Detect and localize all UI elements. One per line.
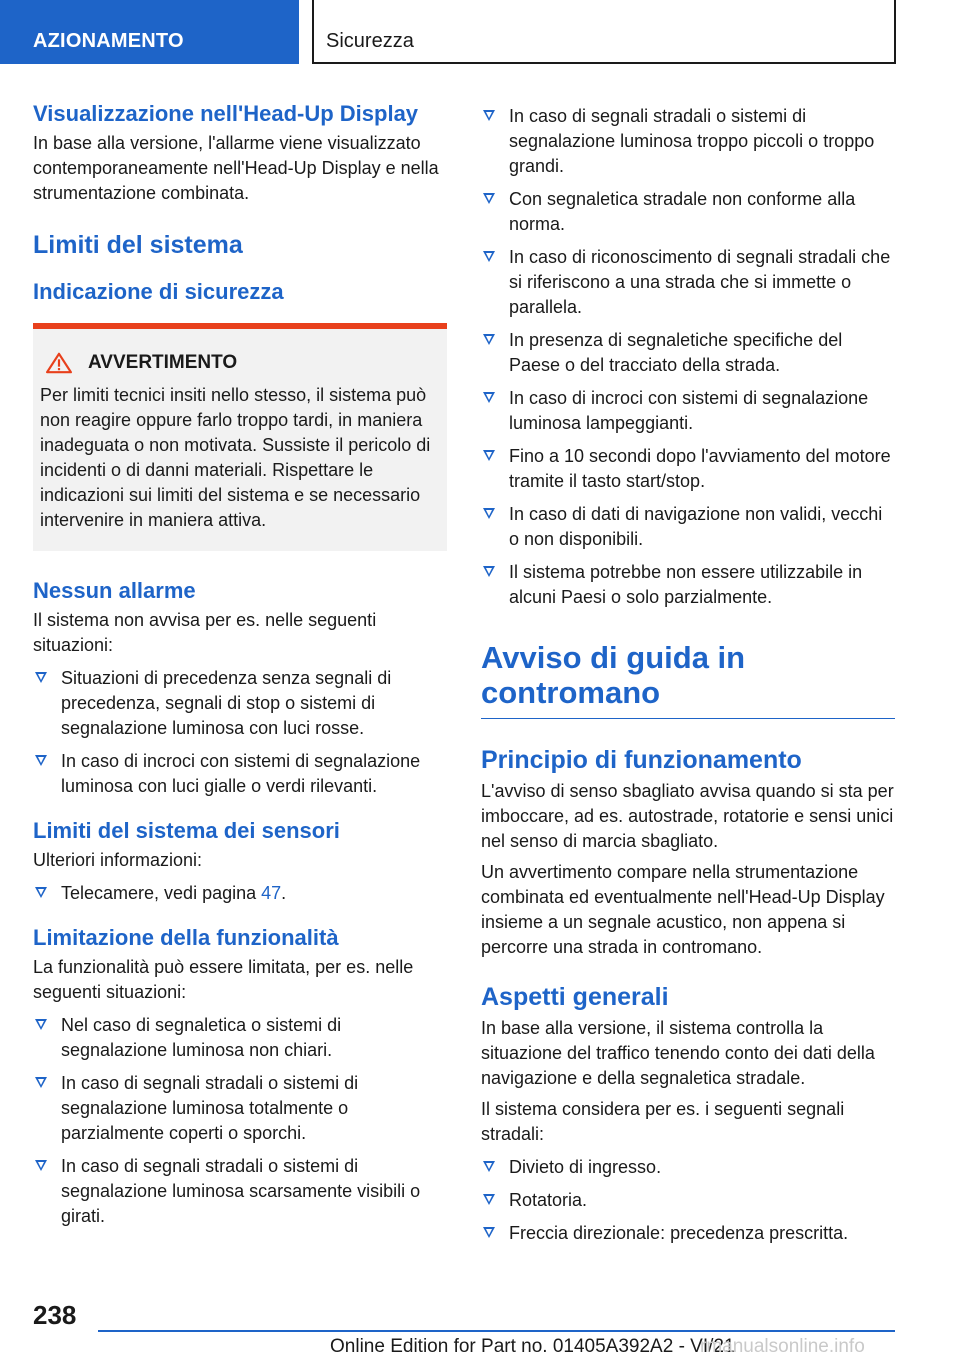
principle-paragraph-1: L'avviso di senso sbagliato avvisa quando si sta per imboccare, ad es. autostrade, rotatorie e sensi unici nel senso di marcia sbagliato. [481,781,894,851]
no-alarm-list [33,666,447,799]
bullet-triangle-icon [483,1194,495,1205]
bullet-triangle-icon [483,193,495,204]
footer-rule [98,1330,895,1332]
bullet-triangle-icon [483,334,495,345]
bullet-triangle-icon [483,392,495,403]
warning-text: Per limiti tecnici insiti nello stesso, il sistema può non reagire oppure farlo troppo tardi, in maniera inadeguata o non motivata. Sussiste il pericolo di incidenti o di danni materiali. Rispettare le indicazioni sui limiti del sistema e se necessario intervenire in maniera attiva. [40,385,431,530]
warning-title-text: AVVERTIMENTO [88,352,238,373]
warning-triangle-icon [44,352,74,374]
bullet-triangle-icon [35,1077,47,1088]
wrongway-heading: Avviso di guida in contromano [481,640,746,710]
list-item: In caso di segnali stradali o sistemi di segnalazione luminosa scarsamente visibili o girati. [33,1154,447,1229]
list-item: Situazioni di precedenza senza segnali di precedenza, segnali di stop o sistemi di segnalazione luminosa con luci rosse. [33,666,447,741]
func-list [33,1013,447,1229]
page-link[interactable]: 47 [261,883,282,903]
bullet-triangle-icon [35,1160,47,1171]
list-item: Fino a 10 secondi dopo l'avviamento del motore tramite il tasto start/stop. [481,444,895,494]
general-paragraph-2: Il sistema considera per es. i seguenti segnali stradali: [481,1099,845,1144]
list-item: In caso di segnali stradali o sistemi di segnalazione luminosa troppo piccoli o troppo grandi. [481,104,895,179]
list-item: In caso di segnali stradali o sistemi di segnalazione luminosa totalmente o parzialmente coperti o sporchi. [33,1071,447,1146]
bullet-triangle-icon [483,1161,495,1172]
func-list-continued [481,104,895,610]
list-item: Telecamere, vedi pagina 47. [33,881,447,906]
sensor-paragraph: Ulteriori informazioni: [33,850,203,870]
bullet-triangle-icon [483,450,495,461]
section-tab: AZIONAMENTO [0,0,299,64]
bullet-triangle-icon [35,755,47,766]
warning-box [33,323,447,551]
general-heading: Aspetti generali [481,983,669,1011]
chapter-title: Sicurezza [312,0,896,64]
footer-edition: Online Edition for Part no. 01405A392A2 - VI/21 [330,1336,735,1357]
sensor-heading: Limiti del sistema dei sensori [33,818,340,843]
heading-rule [481,718,895,719]
list-item: Rotatoria. [481,1188,895,1213]
bullet-triangle-icon [483,110,495,121]
list-item: Nel caso di segnaletica o sistemi di segnalazione luminosa non chiari. [33,1013,447,1063]
list-item: In presenza di segnaletiche specifiche del Paese o del tracciato della strada. [481,328,895,378]
list-item: In caso di riconoscimento di segnali stradali che si riferiscono a una strada che si immette o parallela. [481,245,895,320]
list-item: Freccia direzionale: precedenza prescritta. [481,1221,895,1246]
sensor-list [33,881,447,906]
bullet-triangle-icon [35,887,47,898]
principle-heading: Principio di funzionamento [481,746,802,774]
no-alarm-paragraph: Il sistema non avvisa per es. nelle seguenti situazioni: [33,610,377,655]
hud-paragraph: In base alla versione, l'allarme viene visualizzato contemporaneamente nell'Head-Up Display e nella strumentazione combinata. [33,133,439,203]
warning-title [40,351,439,375]
left-column [33,100,447,1237]
no-alarm-heading: Nessun allarme [33,578,196,603]
list-item: Divieto di ingresso. [481,1155,895,1180]
principle-paragraph-2: Un avvertimento compare nella strumentazione combinata ed eventualmente nell'Head-Up Display insieme a un segnale acustico, non appena si percorre una strada in contromano. [481,862,885,957]
limits-heading: Limiti del sistema [33,231,243,259]
list-item: In caso di incroci con sistemi di segnalazione luminosa lampeggianti. [481,386,895,436]
bullet-triangle-icon [35,1019,47,1030]
list-item: Con segnaletica stradale non conforme alla norma. [481,187,895,237]
bullet-triangle-icon [35,672,47,683]
bullet-triangle-icon [483,566,495,577]
right-column [481,104,895,1254]
list-item: In caso di incroci con sistemi di segnalazione luminosa con luci gialle o verdi rilevanti. [33,749,447,799]
bullet-triangle-icon [483,1227,495,1238]
page-number: 238 [33,1300,77,1330]
list-item: In caso di dati di navigazione non validi, vecchi o non disponibili. [481,502,895,552]
func-paragraph: La funzionalità può essere limitata, per es. nelle seguenti situazioni: [33,957,414,1002]
bullet-triangle-icon [483,508,495,519]
footer-watermark: rmanualsonline.info [700,1336,865,1357]
general-list [481,1155,895,1246]
general-paragraph-1: In base alla versione, il sistema controlla la situazione del traffico tenendo conto dei dati della navigazione e della segnaletica stradale. [481,1018,875,1088]
safety-heading: Indicazione di sicurezza [33,279,284,304]
bullet-triangle-icon [483,251,495,262]
list-item: Il sistema potrebbe non essere utilizzabile in alcuni Paesi o solo parzialmente. [481,560,895,610]
func-heading: Limitazione della funzionalità [33,925,339,950]
hud-heading: Visualizzazione nell'Head-Up Display [33,101,419,126]
